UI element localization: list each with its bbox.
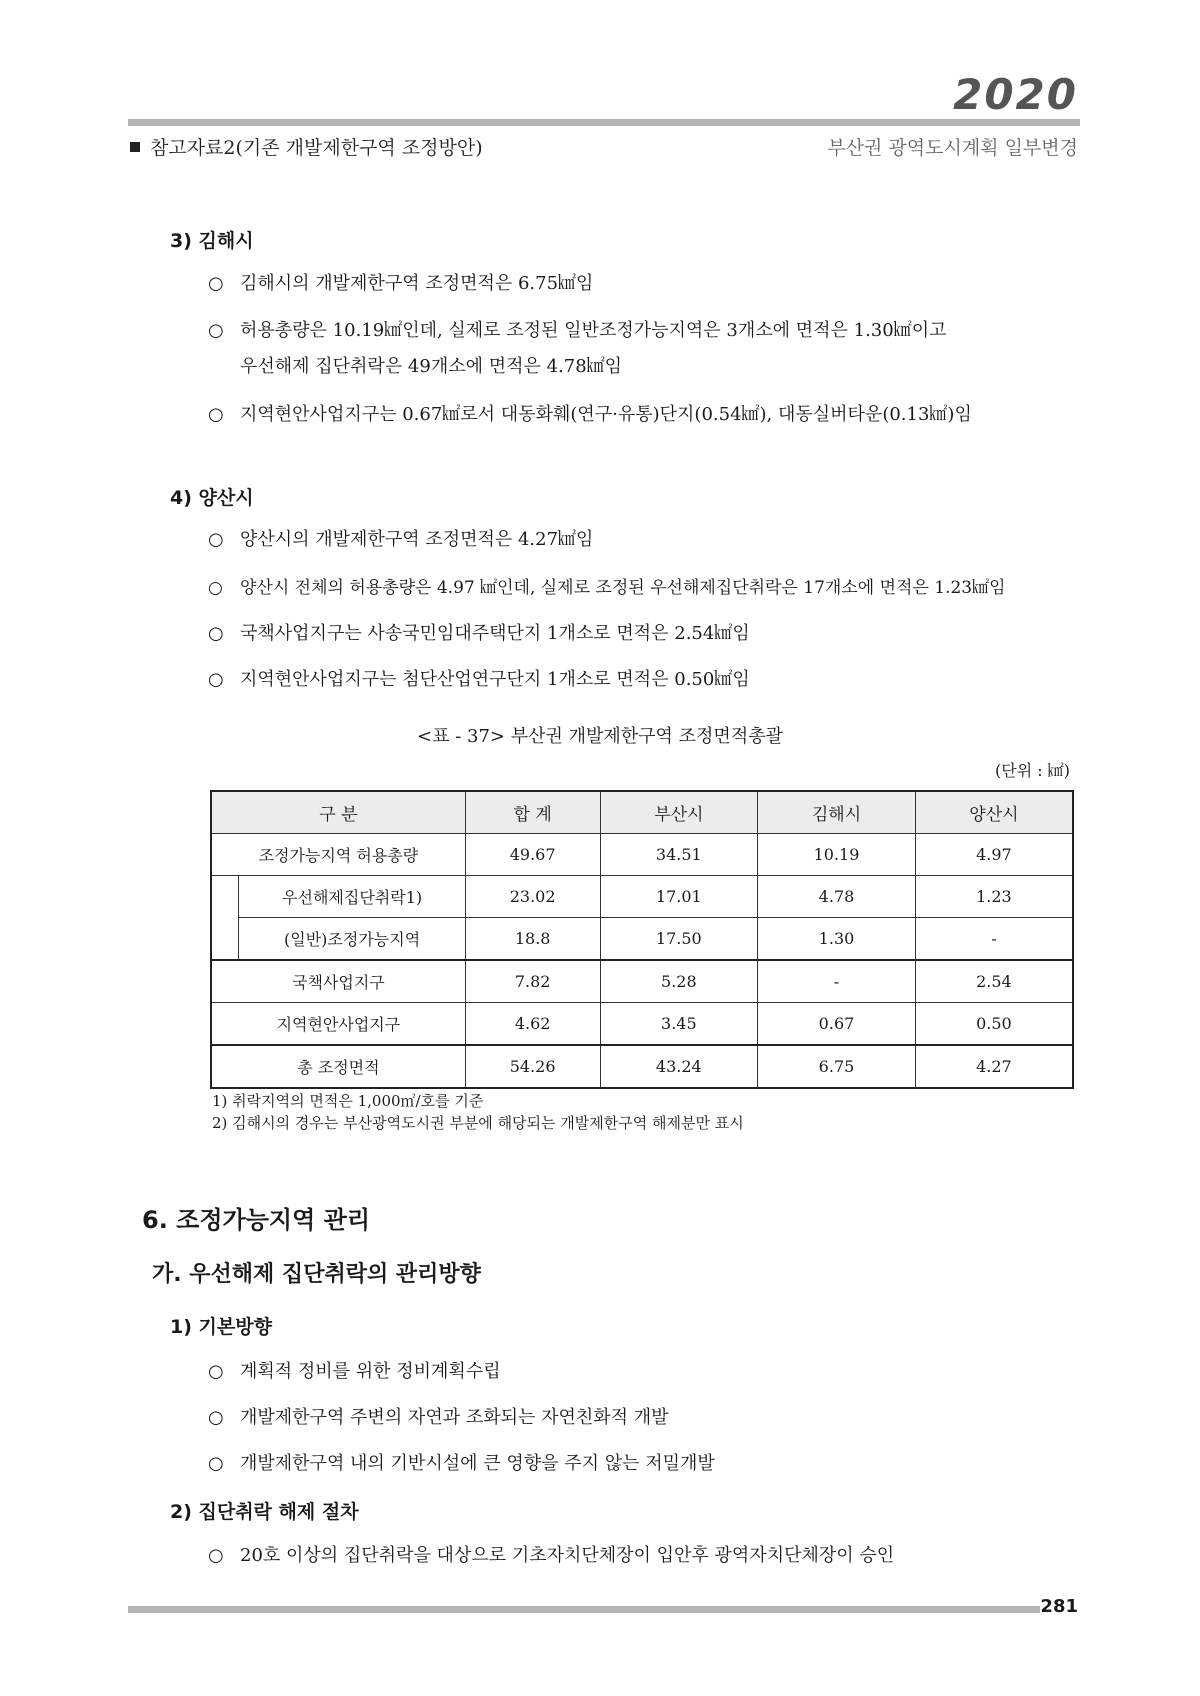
bullet-text: 개발제한구역 내의 기반시설에 큰 영향을 주지 않는 저밀개발 xyxy=(240,1453,715,1474)
table-row xyxy=(211,960,1073,1003)
header-left-text: 참고자료2(기존 개발제한구역 조정방안) xyxy=(150,137,483,159)
table-cell: 18.8 xyxy=(465,918,600,961)
bullet-text: 양산시의 개발제한구역 조정면적은 4.27㎢임 xyxy=(240,529,594,550)
direction-bullet-1 xyxy=(208,1354,501,1390)
table-unit: (단위 : ㎢) xyxy=(995,761,1070,780)
table-row xyxy=(211,834,1073,876)
gimhae-bullet-2 xyxy=(208,313,946,385)
row-label: 총 조정면적 xyxy=(211,1045,465,1088)
table-cell: 3.45 xyxy=(600,1003,758,1046)
table-cell: 23.02 xyxy=(465,876,600,918)
table-cell: 34.51 xyxy=(600,834,758,876)
table-cell: 54.26 xyxy=(465,1045,600,1088)
table-cell: 6.75 xyxy=(758,1045,916,1088)
circle-bullet-icon: ○ xyxy=(208,578,223,598)
table-cell: 0.67 xyxy=(758,1003,916,1046)
table-cell: 1.30 xyxy=(758,918,916,961)
table-cell: 4.27 xyxy=(915,1045,1073,1088)
table-caption: <표 - 37> 부산권 개발제한구역 조정면적총괄 xyxy=(417,726,783,747)
table-cell: 1.23 xyxy=(915,876,1073,918)
table-header-row xyxy=(211,791,1073,834)
bullet-text: 지역현안사업지구는 첨단산업연구단지 1개소로 면적은 0.50㎢임 xyxy=(240,669,750,690)
table-cell: 17.01 xyxy=(600,876,758,918)
yangsan-bullet-2 xyxy=(208,570,1006,606)
table-cell: 43.24 xyxy=(600,1045,758,1088)
gimhae-bullet-1 xyxy=(208,266,593,302)
circle-bullet-icon: ○ xyxy=(208,1361,224,1382)
table-cell: - xyxy=(915,918,1073,961)
section-yangsan-title: 4) 양산시 xyxy=(170,487,254,509)
table-row xyxy=(211,918,1073,961)
row-label: 우선해제집단취락1) xyxy=(239,876,465,918)
direction-bullet-3 xyxy=(208,1446,715,1482)
bullet-text: 계획적 정비를 위한 정비계획수립 xyxy=(240,1361,501,1382)
bullet-text: 20호 이상의 집단취락을 대상으로 기초자치단체장이 입안후 광역자치단체장이 승인 xyxy=(240,1545,895,1566)
row-label: 국책사업지구 xyxy=(211,960,465,1003)
circle-bullet-icon: ○ xyxy=(208,404,224,425)
yangsan-bullet-1 xyxy=(208,522,593,558)
release-procedure-title: 2) 집단취락 해제 절차 xyxy=(170,1501,359,1523)
table-total-row xyxy=(211,1045,1073,1088)
bullet-text: 지역현안사업지구는 0.67㎢로서 대동화훼(연구·유통)단지(0.54㎢), 대동실버타운(0.13㎢)임 xyxy=(240,404,972,425)
square-bullet-icon xyxy=(130,142,140,152)
circle-bullet-icon: ○ xyxy=(208,1545,224,1566)
circle-bullet-icon: ○ xyxy=(208,1453,224,1474)
row-label: 조정가능지역 허용총량 xyxy=(211,834,465,876)
table-cell: 49.67 xyxy=(465,834,600,876)
procedure-bullet-1 xyxy=(208,1538,894,1574)
footnote-2: 2) 김해시의 경우는 부산광역도시권 부분에 해당되는 개발제한구역 해제분만 표시 xyxy=(212,1114,744,1132)
header-left xyxy=(130,133,483,160)
year-label: 2020 xyxy=(953,70,1078,119)
circle-bullet-icon: ○ xyxy=(208,1407,224,1428)
footer-rule xyxy=(128,1606,1040,1613)
table-cell: 4.62 xyxy=(465,1003,600,1046)
table-cell: 2.54 xyxy=(915,960,1073,1003)
section-6-title: 6. 조정가능지역 관리 xyxy=(142,1206,370,1234)
circle-bullet-icon: ○ xyxy=(208,669,224,690)
header-cell: 김해시 xyxy=(758,791,916,834)
subsection-title: 가. 우선해제 집단취락의 관리방향 xyxy=(152,1262,481,1287)
bullet-text: 허용총량은 10.19㎢인데, 실제로 조정된 일반조정가능지역은 3개소에 면적은 1.30㎢이고 xyxy=(240,320,947,341)
header-cell: 합 계 xyxy=(465,791,600,834)
table-cell: 10.19 xyxy=(758,834,916,876)
basic-direction-title: 1) 기본방향 xyxy=(170,1316,272,1338)
header-rule xyxy=(128,119,1080,126)
circle-bullet-icon: ○ xyxy=(208,529,224,550)
page-number: 281 xyxy=(1040,1596,1078,1617)
header-cell: 부산시 xyxy=(600,791,758,834)
table-cell: 4.97 xyxy=(915,834,1073,876)
circle-bullet-icon: ○ xyxy=(208,320,224,341)
bullet-text: 국책사업지구는 사송국민임대주택단지 1개소로 면적은 2.54㎢임 xyxy=(240,623,750,644)
row-label: 지역현안사업지구 xyxy=(211,1003,465,1046)
bullet-text: 김해시의 개발제한구역 조정면적은 6.75㎢임 xyxy=(240,273,594,294)
direction-bullet-2 xyxy=(208,1400,669,1436)
circle-bullet-icon: ○ xyxy=(208,273,224,294)
section-gimhae-title: 3) 김해시 xyxy=(170,230,254,252)
bullet-text: 개발제한구역 주변의 자연과 조화되는 자연친화적 개발 xyxy=(240,1407,669,1428)
table-row xyxy=(211,1003,1073,1046)
yangsan-bullet-3 xyxy=(208,616,750,652)
bullet-text-continued: 우선해제 집단취락은 49개소에 면적은 4.78㎢임 xyxy=(240,356,623,377)
footnote-1: 1) 취락지역의 면적은 1,000㎡/호를 기준 xyxy=(212,1092,484,1110)
summary-table xyxy=(210,790,1074,1089)
table-row xyxy=(211,876,1073,918)
header-cell: 양산시 xyxy=(915,791,1073,834)
gimhae-bullet-3 xyxy=(208,397,972,433)
table-cell: 4.78 xyxy=(758,876,916,918)
table-cell: 0.50 xyxy=(915,1003,1073,1046)
table-cell: 7.82 xyxy=(465,960,600,1003)
table-cell: 5.28 xyxy=(600,960,758,1003)
table-notes xyxy=(212,1090,744,1134)
table-cell: 17.50 xyxy=(600,918,758,961)
indent-cell xyxy=(211,876,239,961)
header-cell: 구 분 xyxy=(211,791,465,834)
header-right: 부산권 광역도시계획 일부변경 xyxy=(827,137,1078,159)
row-label: (일반)조정가능지역 xyxy=(239,918,465,961)
circle-bullet-icon: ○ xyxy=(208,623,224,644)
bullet-text: 양산시 전체의 허용총량은 4.97 ㎢인데, 실제로 조정된 우선해제집단취락은 17개소에 면적은 1.23㎢임 xyxy=(240,578,1006,598)
table-cell: - xyxy=(758,960,916,1003)
yangsan-bullet-4 xyxy=(208,662,750,698)
